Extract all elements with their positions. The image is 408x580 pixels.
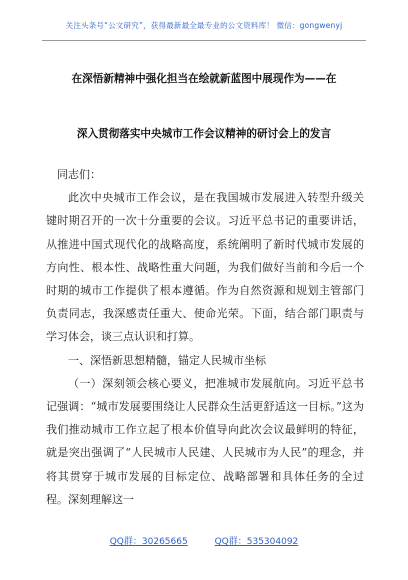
footer-qq-group-2[interactable]: QQ群：535304092 (214, 537, 299, 547)
paragraph-section1: （一）深刻领会核心要义，把准城市发展航向。习近平总书记强调：“城市发展要围绕让人民群众生活更舒适这一目标。”这为我们推动城市工作立起了根本价值导向此次会议最鲜明的特征，就是突出强调了“人民城市人民建、人民城市为人民”的理念，并将其贯穿于城市发展的目标定位、战略部署和具体任务的全过程。深刻理解这一 (46, 376, 364, 506)
footer-qq-group-1[interactable]: QQ群：30265665 (109, 537, 188, 547)
header-divider (42, 40, 366, 41)
document-title-line1: 在深悟新精神中强化担当在绘就新蓝图中展现作为——在 (71, 73, 337, 85)
section-heading: 一、深悟新思想精髓，锚定人民城市坐标 (68, 353, 266, 367)
header-note: 关注头条号“公文研究”，获得最新最全最专业的公文资料库！ 微信：gongwenyj (65, 21, 343, 30)
footer (0, 534, 408, 547)
greeting: 同志们： (57, 168, 101, 181)
document-title-line2: 深入贯彻落实中央城市工作会议精神的研讨会上的发言 (76, 128, 332, 140)
paragraph-intro: 此次中央城市工作会议，是在我国城市发展进入转型升级关键时期召开的一次十分重要的会议。习近平总书记的重要讲话，从推进中国式现代化的战略高度，系统阐明了新时代城市发展的方向性、根本性、战略性重大问题，为我们做好当前和今后一个时期的城市工作提供了根本遵循。作为自然资源和规划主管部门负责同志，我深感责任重大、使命光荣。下面，结合部门职责与学习体会，谈三点认识和打算。 (46, 191, 364, 344)
document-body (46, 163, 364, 511)
